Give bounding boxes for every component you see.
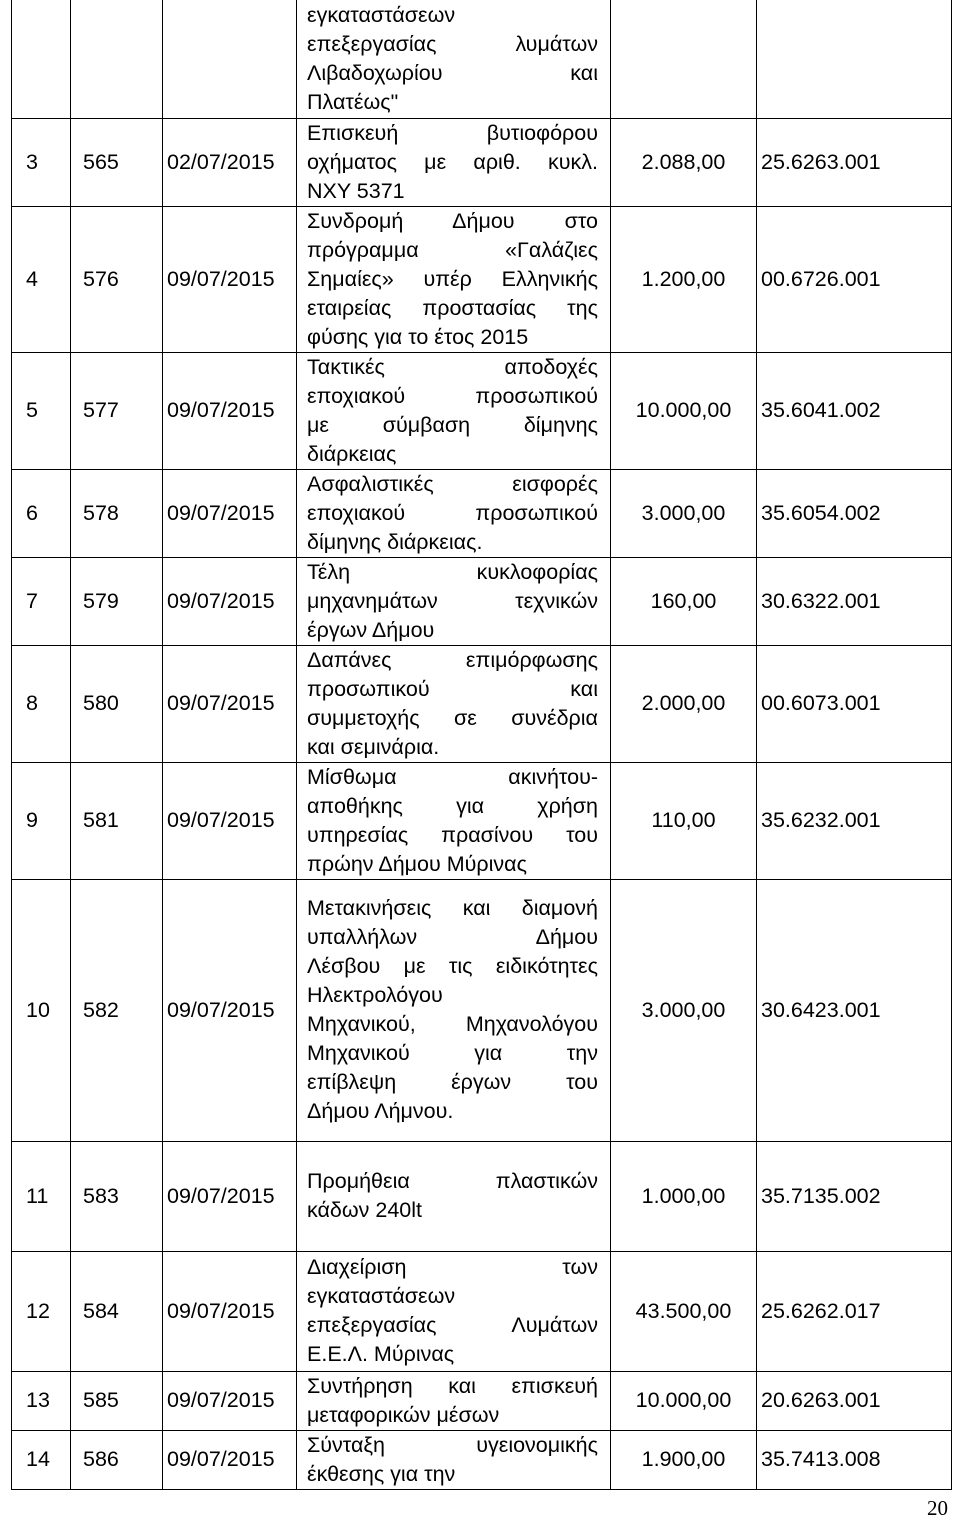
table-row — [12, 1141, 952, 1251]
description-line: Τακτικές αποδοχές — [307, 354, 598, 379]
row-date: 09/07/2015 — [163, 206, 297, 352]
row-amount: 1.900,00 — [611, 1430, 757, 1489]
description-line: Σημαίες» υπέρ Ελληνικής — [307, 266, 598, 291]
row-budget-code: 00.6726.001 — [757, 206, 952, 352]
row-budget-code: 35.7413.008 — [757, 1430, 952, 1489]
description-line: έργων Δήμου — [307, 617, 435, 642]
row-budget-code: 25.6263.001 — [757, 118, 952, 206]
row-aa: 12 — [12, 1251, 71, 1371]
row-date: 09/07/2015 — [163, 469, 297, 557]
row-protocol-number: 586 — [71, 1430, 163, 1489]
row-date: 02/07/2015 — [163, 118, 297, 206]
description-line: υπηρεσίας πρασίνου του — [307, 822, 598, 847]
description-line: πρώην Δήμου Μύρινας — [307, 851, 527, 876]
description-line: Συντήρηση και επισκευή — [307, 1373, 598, 1398]
row-aa: 10 — [12, 879, 71, 1141]
row-date: 09/07/2015 — [163, 1430, 297, 1489]
row-description — [297, 206, 611, 352]
description-line: Διαχείριση των — [307, 1255, 598, 1279]
row-amount: 1.000,00 — [611, 1141, 757, 1251]
row-description — [297, 879, 611, 1141]
page-number: 20 — [927, 1496, 948, 1520]
table-row — [12, 645, 952, 762]
description-line: με σύμβαση δίμηνης — [307, 412, 598, 437]
row-description — [297, 557, 611, 645]
description-line: Μίσθωμα ακινήτου- — [307, 764, 598, 789]
description-line: Μηχανικού για την — [307, 1041, 598, 1065]
description-line: προσωπικού και — [307, 676, 598, 701]
row-amount: 3.000,00 — [611, 879, 757, 1141]
description-line: Σύνταξη υγειονομικής — [307, 1432, 598, 1457]
table-row — [12, 879, 952, 1141]
table-row — [12, 1430, 952, 1489]
row-budget-code: 35.6232.001 — [757, 762, 952, 879]
description-line: κάδων 240lt — [307, 1198, 423, 1222]
table-row — [12, 1251, 952, 1371]
row-amount: 43.500,00 — [611, 1251, 757, 1371]
row-protocol-number: 565 — [71, 118, 163, 206]
row-aa: 14 — [12, 1430, 71, 1489]
row-description — [297, 1141, 611, 1251]
row-protocol-number: 580 — [71, 645, 163, 762]
row-date: 09/07/2015 — [163, 1371, 297, 1430]
description-line: Προμήθεια πλαστικών — [307, 1169, 598, 1193]
description-line: Επισκευή βυτιοφόρου — [307, 120, 598, 145]
description-line: Μετακινήσεις και διαμονή — [307, 896, 598, 920]
row-amount: 2.000,00 — [611, 645, 757, 762]
row-amount: 3.000,00 — [611, 469, 757, 557]
row-amount — [611, 0, 757, 118]
description-line: πρόγραμμα «Γαλάζιες — [307, 237, 598, 262]
row-protocol-number: 577 — [71, 352, 163, 469]
row-description — [297, 469, 611, 557]
row-protocol-number: 583 — [71, 1141, 163, 1251]
row-aa: 5 — [12, 352, 71, 469]
table-row — [12, 0, 952, 118]
row-date: 09/07/2015 — [163, 557, 297, 645]
description-line: έκθεσης για την — [307, 1461, 456, 1486]
description-line: φύσης για το έτος 2015 — [307, 324, 529, 349]
table-row — [12, 118, 952, 206]
description-line: Λιβαδοχωρίου και — [307, 60, 598, 85]
row-aa — [12, 0, 71, 118]
description-line: μεταφορικών μέσων — [307, 1402, 500, 1427]
description-line: Ε.Ε.Λ. Μύρινας — [307, 1342, 455, 1366]
description-line: εποχιακού προσωπικού — [307, 500, 598, 525]
description-line: συμμετοχής σε συνέδρια — [307, 705, 598, 730]
row-date: 09/07/2015 — [163, 1141, 297, 1251]
row-date: 09/07/2015 — [163, 1251, 297, 1371]
row-description — [297, 352, 611, 469]
row-protocol-number: 578 — [71, 469, 163, 557]
row-protocol-number: 579 — [71, 557, 163, 645]
row-date: 09/07/2015 — [163, 645, 297, 762]
description-line: διάρκειας — [307, 441, 397, 466]
table-row — [12, 469, 952, 557]
description-line: επεξεργασίας λυμάτων — [307, 31, 598, 56]
description-line: Δαπάνες επιμόρφωσης — [307, 647, 598, 672]
description-line: εποχιακού προσωπικού — [307, 383, 598, 408]
row-aa: 7 — [12, 557, 71, 645]
description-line: αποθήκης για χρήση — [307, 793, 598, 818]
row-date: 09/07/2015 — [163, 352, 297, 469]
description-line: Λέσβου με τις ειδικότητες — [307, 954, 598, 978]
row-budget-code: 30.6322.001 — [757, 557, 952, 645]
description-line: επίβλεψη έργων του — [307, 1070, 598, 1094]
row-description — [297, 645, 611, 762]
description-line: εταιρείας προστασίας της — [307, 295, 598, 320]
row-aa: 13 — [12, 1371, 71, 1430]
row-description — [297, 762, 611, 879]
description-line: εγκαταστάσεων — [307, 1284, 456, 1308]
row-description — [297, 118, 611, 206]
row-amount: 1.200,00 — [611, 206, 757, 352]
row-amount: 110,00 — [611, 762, 757, 879]
row-protocol-number: 582 — [71, 879, 163, 1141]
row-aa: 6 — [12, 469, 71, 557]
row-budget-code: 25.6262.017 — [757, 1251, 952, 1371]
row-protocol-number: 576 — [71, 206, 163, 352]
row-date: 09/07/2015 — [163, 879, 297, 1141]
description-line: οχήματος με αριθ. κυκλ. — [307, 149, 598, 174]
description-line: και σεμινάρια. — [307, 734, 440, 759]
description-line: Ηλεκτρολόγου — [307, 983, 443, 1007]
table-row — [12, 1371, 952, 1430]
description-line: Δήμου Λήμνου. — [307, 1099, 454, 1123]
row-budget-code: 00.6073.001 — [757, 645, 952, 762]
row-date — [163, 0, 297, 118]
row-description — [297, 1371, 611, 1430]
row-description — [297, 1251, 611, 1371]
row-amount: 2.088,00 — [611, 118, 757, 206]
row-protocol-number: 584 — [71, 1251, 163, 1371]
description-line: μηχανημάτων τεχνικών — [307, 588, 598, 613]
description-line: Ασφαλιστικές εισφορές — [307, 471, 598, 496]
row-budget-code: 30.6423.001 — [757, 879, 952, 1141]
description-line: Μηχανικού, Μηχανολόγου — [307, 1012, 598, 1036]
row-amount: 160,00 — [611, 557, 757, 645]
row-budget-code: 35.6041.002 — [757, 352, 952, 469]
row-aa: 3 — [12, 118, 71, 206]
description-line: Συνδρομή Δήμου στο — [307, 208, 598, 233]
table-row — [12, 206, 952, 352]
row-date: 09/07/2015 — [163, 762, 297, 879]
table-row — [12, 352, 952, 469]
table-row — [12, 557, 952, 645]
description-line: δίμηνης διάρκειας. — [307, 529, 483, 554]
description-line: Τέλη κυκλοφορίας — [307, 559, 598, 584]
row-amount: 10.000,00 — [611, 1371, 757, 1430]
description-line: υπαλλήλων Δήμου — [307, 925, 598, 949]
description-line: επεξεργασίας Λυμάτων — [307, 1313, 598, 1337]
description-line: εγκαταστάσεων — [307, 2, 456, 27]
row-budget-code — [757, 0, 952, 118]
row-aa: 4 — [12, 206, 71, 352]
row-description — [297, 0, 611, 118]
table-row — [12, 762, 952, 879]
row-aa: 11 — [12, 1141, 71, 1251]
row-budget-code: 35.6054.002 — [757, 469, 952, 557]
row-budget-code: 35.7135.002 — [757, 1141, 952, 1251]
row-protocol-number — [71, 0, 163, 118]
row-protocol-number: 585 — [71, 1371, 163, 1430]
row-budget-code: 20.6263.001 — [757, 1371, 952, 1430]
row-aa: 8 — [12, 645, 71, 762]
description-line: ΝΧΥ 5371 — [307, 178, 405, 203]
row-protocol-number: 581 — [71, 762, 163, 879]
description-line: Πλατέως" — [307, 89, 399, 114]
row-description — [297, 1430, 611, 1489]
expenses-table — [11, 0, 952, 1490]
row-amount: 10.000,00 — [611, 352, 757, 469]
row-aa: 9 — [12, 762, 71, 879]
